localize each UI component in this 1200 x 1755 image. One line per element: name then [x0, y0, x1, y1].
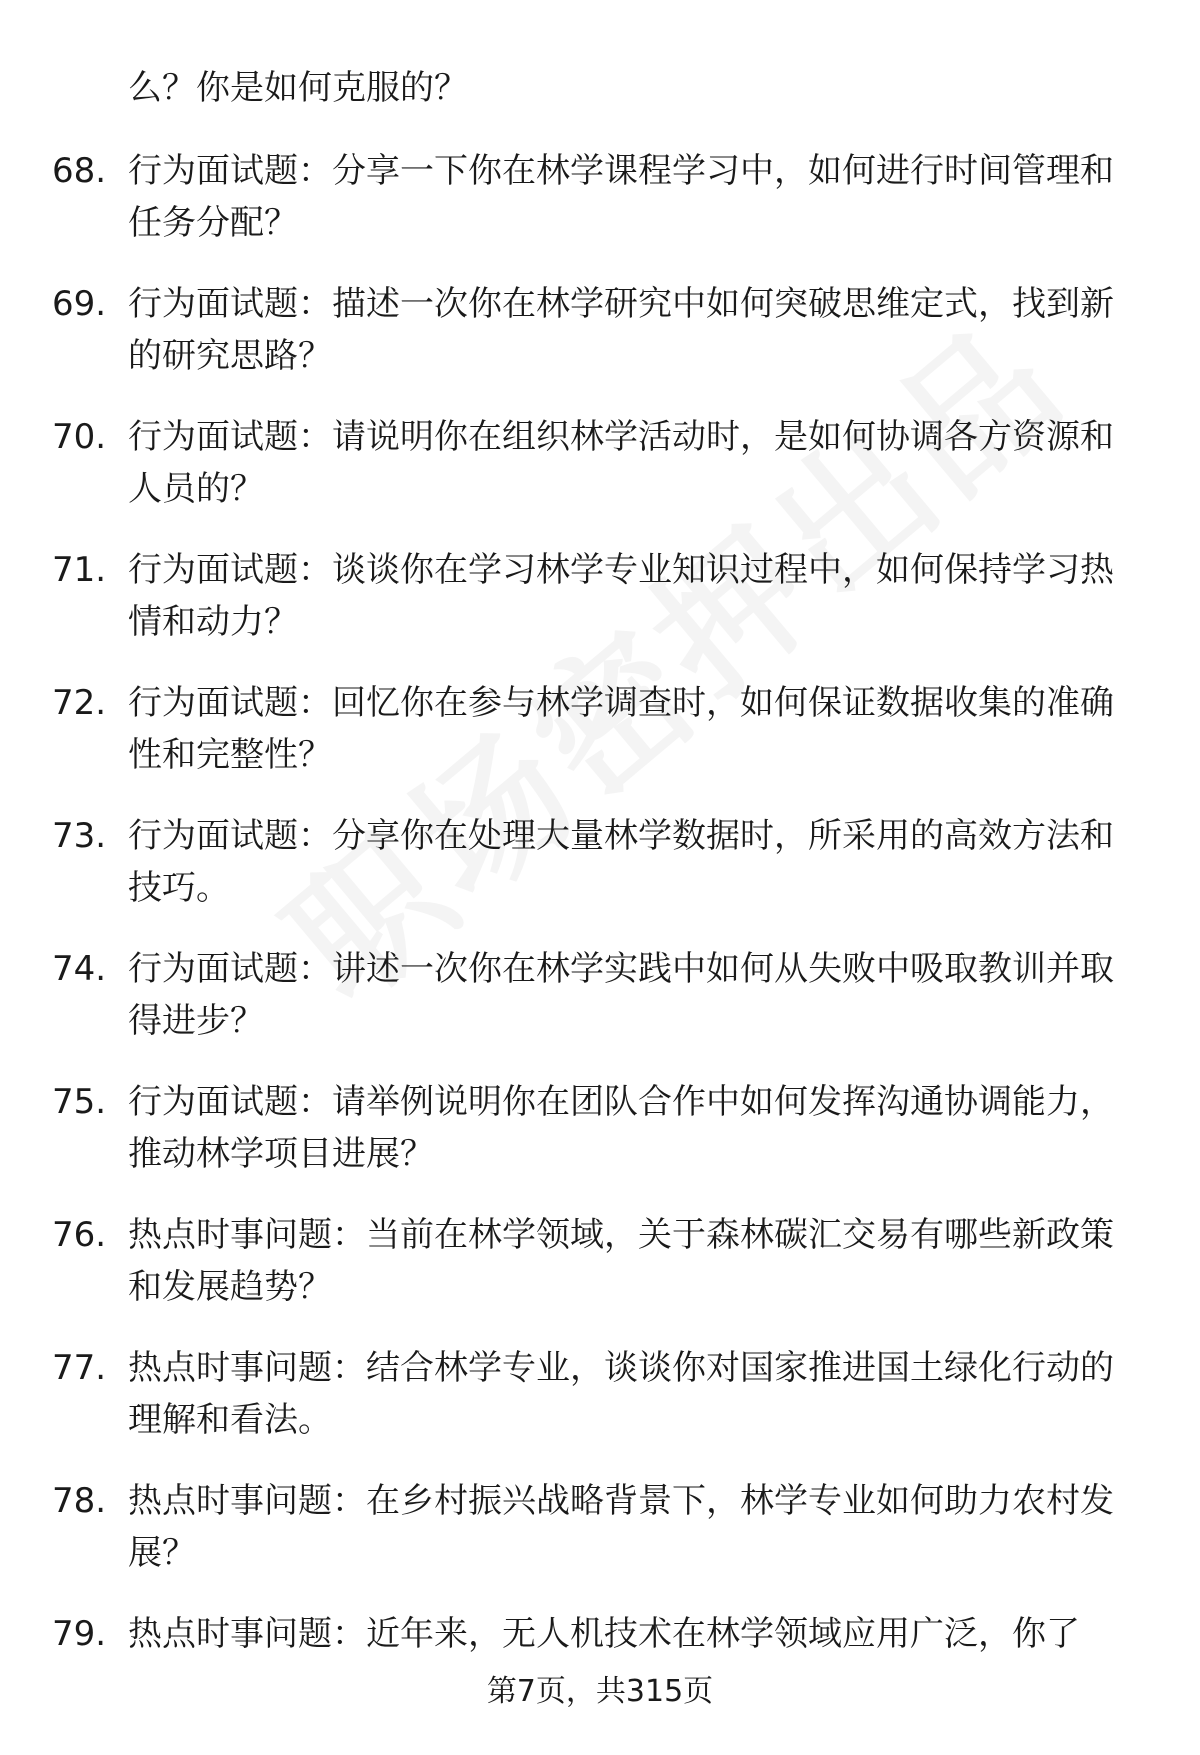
question-number: 75. — [52, 1082, 107, 1122]
question-item — [0, 1475, 1200, 1579]
question-text: 热点时事问题：当前在林学领域，关于森林碳汇交易有哪些新政策和发展趋势？ — [128, 1215, 1114, 1307]
question-number: 74. — [52, 949, 107, 989]
question-text: 行为面试题：讲述一次你在林学实践中如何从失败中吸取教训并取得进步？ — [128, 949, 1114, 1041]
question-item — [0, 411, 1200, 515]
question-number: 77. — [52, 1348, 107, 1388]
question-item — [0, 1076, 1200, 1180]
question-item — [0, 943, 1200, 1047]
question-item — [0, 278, 1200, 382]
question-text: 行为面试题：分享你在处理大量林学数据时，所采用的高效方法和技巧。 — [128, 816, 1114, 908]
question-number: 69. — [52, 284, 107, 324]
question-item — [0, 544, 1200, 648]
continued-question-text: 么？你是如何克服的？ — [128, 68, 468, 108]
question-number: 73. — [52, 816, 107, 856]
page-footer: 第7页，共315页 — [486, 1674, 714, 1709]
question-text: 行为面试题：谈谈你在学习林学专业知识过程中，如何保持学习热情和动力？ — [128, 550, 1114, 642]
question-number: 71. — [52, 550, 107, 590]
question-item — [0, 1209, 1200, 1313]
question-text: 热点时事问题：结合林学专业，谈谈你对国家推进国土绿化行动的理解和看法。 — [128, 1348, 1114, 1440]
question-number: 78. — [52, 1481, 107, 1521]
question-text: 行为面试题：请举例说明你在团队合作中如何发挥沟通协调能力，推动林学项目进展？ — [128, 1082, 1114, 1174]
question-number: 79. — [52, 1614, 107, 1654]
question-item — [0, 145, 1200, 249]
question-text: 行为面试题：描述一次你在林学研究中如何突破思维定式，找到新的研究思路？ — [128, 284, 1114, 376]
question-text: 热点时事问题：近年来，无人机技术在林学领域应用广泛，你了 — [128, 1614, 1080, 1654]
question-text: 行为面试题：分享一下你在林学课程学习中，如何进行时间管理和任务分配？ — [128, 151, 1114, 243]
question-list — [0, 145, 1200, 1741]
question-item — [0, 677, 1200, 781]
question-text: 热点时事问题：在乡村振兴战略背景下，林学专业如何助力农村发展？ — [128, 1481, 1114, 1573]
question-number: 76. — [52, 1215, 107, 1255]
question-text: 行为面试题：请说明你在组织林学活动时，是如何协调各方资源和人员的？ — [128, 417, 1114, 509]
question-item — [0, 1342, 1200, 1446]
question-item — [0, 810, 1200, 914]
question-number: 72. — [52, 683, 107, 723]
question-text: 行为面试题：回忆你在参与林学调查时，如何保证数据收集的准确性和完整性？ — [128, 683, 1114, 775]
question-number: 70. — [52, 417, 107, 457]
question-number: 68. — [52, 151, 107, 191]
